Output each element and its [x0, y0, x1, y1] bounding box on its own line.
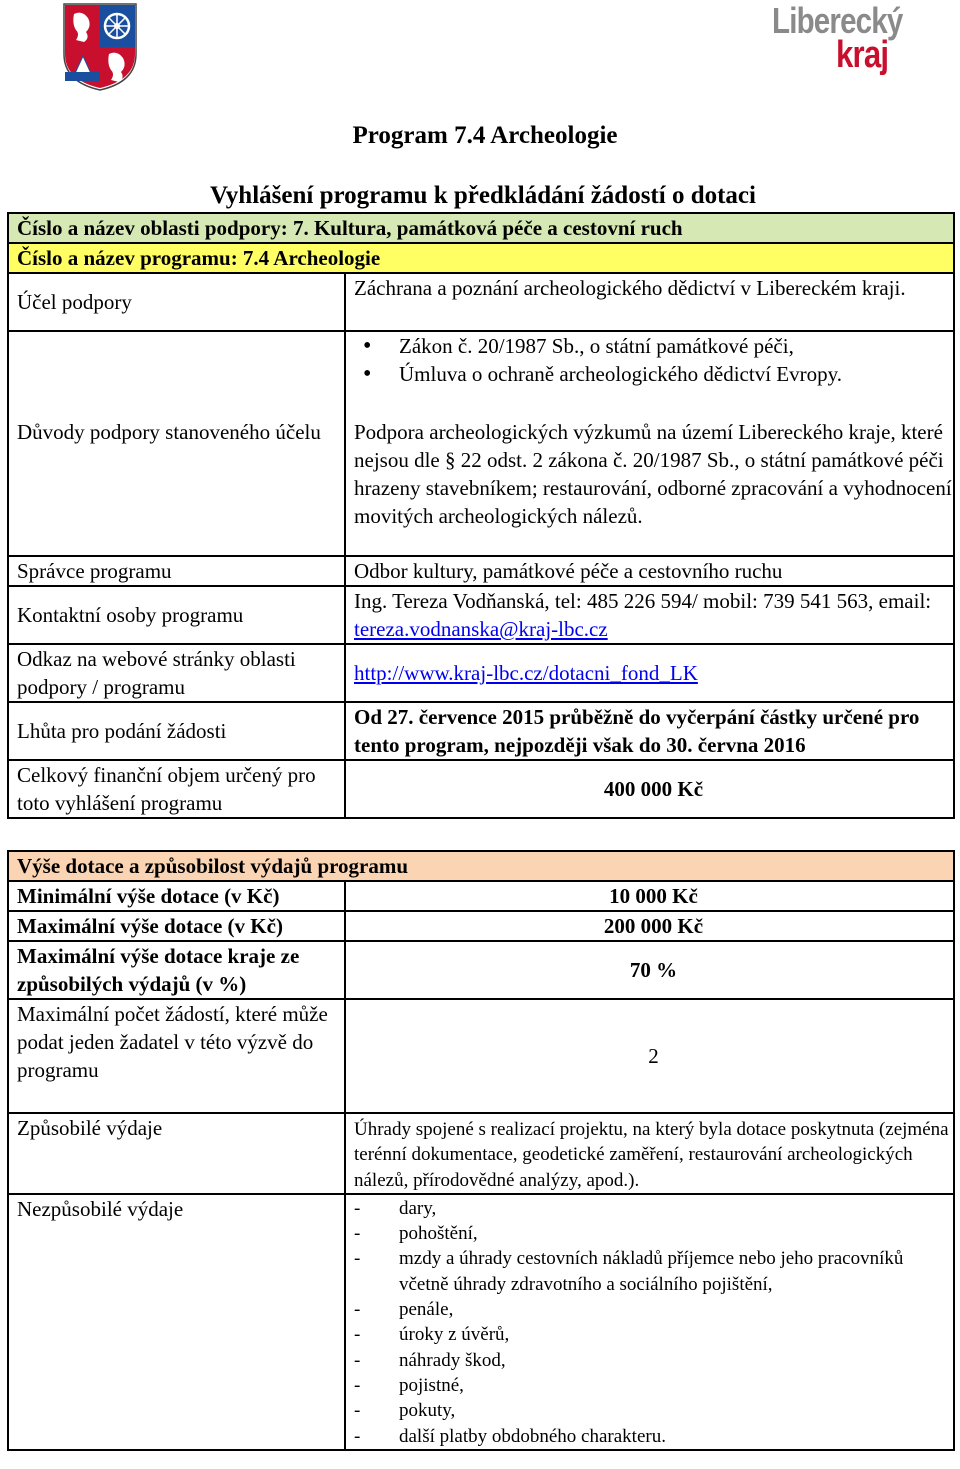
logo-text-line2: kraj: [836, 34, 889, 76]
legal-basis-item: • Zákon č. 20/1987 Sb., o státní památkové péči,: [399, 332, 953, 360]
spravce-value: Odbor kultury, památkové péče a cestovního ruchu: [345, 556, 954, 586]
document-title: Program 7.4 Archeologie: [352, 122, 618, 149]
ineligible-costs-list: [354, 1196, 953, 1449]
min-grant-label: Minimální výše dotace (v Kč): [8, 881, 345, 911]
legal-basis-item: • Úmluva o ochraně archeologického dědictví Evropy.: [399, 360, 953, 388]
program-name-row: Číslo a název programu: 7.4 Archeologie: [8, 243, 954, 273]
ineligible-cost-item: - penále,: [354, 1297, 953, 1322]
odkaz-value: [345, 644, 954, 702]
max-grant-label: Maximální výše dotace (v Kč): [8, 911, 345, 941]
odkaz-label: Odkaz na webové stránky oblasti podpory / programu: [8, 644, 345, 702]
ineligible-cost-item: - pohoštění,: [354, 1221, 953, 1246]
kontakt-text: Ing. Tereza Vodňanská, tel: 485 226 594/ mobil: 739 541 563, email:: [354, 589, 932, 613]
max-percent-value: 70 %: [345, 941, 954, 999]
ineligible-cost-item: - úroky z úvěrů,: [354, 1322, 953, 1347]
liberecky-kraj-logo: [772, 0, 932, 76]
logo-text-line1: Liberecký: [772, 0, 903, 41]
czech-coat-of-arms-icon: [62, 2, 138, 92]
ineligible-cost-item: - pojistné,: [354, 1373, 953, 1398]
duvody-label: [8, 331, 345, 556]
website-link[interactable]: http://www.kraj-lbc.cz/dotacni_fond_LK: [354, 661, 698, 685]
program-info-table: [7, 212, 955, 819]
lhuta-value: Od 27. července 2015 průběžně do vyčerpání částky určené pro tento program, nejpozději však do 30. června 2016: [345, 702, 954, 760]
max-applications-value: 2: [345, 999, 954, 1113]
legal-basis-list: [354, 332, 953, 388]
duvody-label-text: Důvody podpory stanoveného účelu: [17, 420, 321, 444]
ineligible-cost-item: - pokuty,: [354, 1398, 953, 1423]
ucel-label: Účel podpory: [8, 273, 345, 331]
min-grant-value: 10 000 Kč: [345, 881, 954, 911]
max-applications-label: Maximální počet žádostí, které může podat jeden žadatel v této výzvě do programu: [8, 999, 345, 1113]
kontakt-label: Kontaktní osoby programu: [8, 586, 345, 644]
support-area-row: Číslo a název oblasti podpory: 7. Kultura, památková péče a cestovní ruch: [8, 213, 954, 243]
ucel-value: Záchrana a poznání archeologického dědictví v Libereckém kraji.: [345, 273, 954, 331]
email-link[interactable]: tereza.vodnanska@kraj-lbc.cz: [354, 617, 608, 641]
grant-section-header: Výše dotace a způsobilost výdajů programu: [8, 851, 954, 881]
ineligible-costs-label: Nezpůsobilé výdaje: [8, 1194, 345, 1450]
grant-amount-table: [7, 850, 955, 1451]
duvody-text: Podpora archeologických výzkumů na území Libereckého kraje, které nejsou dle § 22 odst. 2 zákona č. 20/1987 Sb., o státní památkové péči hrazeny stavebníkem; restaurování, odborné zpracování a vyhodnocení movitých archeologických nálezů.: [354, 420, 952, 528]
kontakt-value: [345, 586, 954, 644]
ineligible-cost-item: - dary,: [354, 1196, 953, 1221]
duvody-value: [345, 331, 954, 556]
spravce-label: Správce programu: [8, 556, 345, 586]
page-header: [0, 0, 960, 110]
max-percent-label: Maximální výše dotace kraje ze způsobilých výdajů (v %): [8, 941, 345, 999]
objem-label: Celkový finanční objem určený pro toto vyhlášení programu: [8, 760, 345, 818]
max-grant-value: 200 000 Kč: [345, 911, 954, 941]
ineligible-costs-value: [345, 1194, 954, 1450]
document-subtitle: Vyhlášení programu k předkládání žádostí o dotaci: [210, 182, 756, 209]
objem-value: 400 000 Kč: [345, 760, 954, 818]
eligible-costs-label: Způsobilé výdaje: [8, 1113, 345, 1194]
lhuta-label: Lhůta pro podání žádosti: [8, 702, 345, 760]
eligible-costs-value: Úhrady spojené s realizací projektu, na který byla dotace poskytnuta (zejména terénní dokumentace, geodetické zaměření, restaurování archeologických nálezů, přírodovědné analýzy, apod.).: [345, 1113, 954, 1194]
ineligible-cost-item: - mzdy a úhrady cestovních nákladů příjemce nebo jeho pracovníků včetně úhrady zdravotního a sociálního pojištění,: [354, 1246, 953, 1297]
ineligible-cost-item: - další platby obdobného charakteru.: [354, 1424, 953, 1449]
ineligible-cost-item: - náhrady škod,: [354, 1348, 953, 1373]
